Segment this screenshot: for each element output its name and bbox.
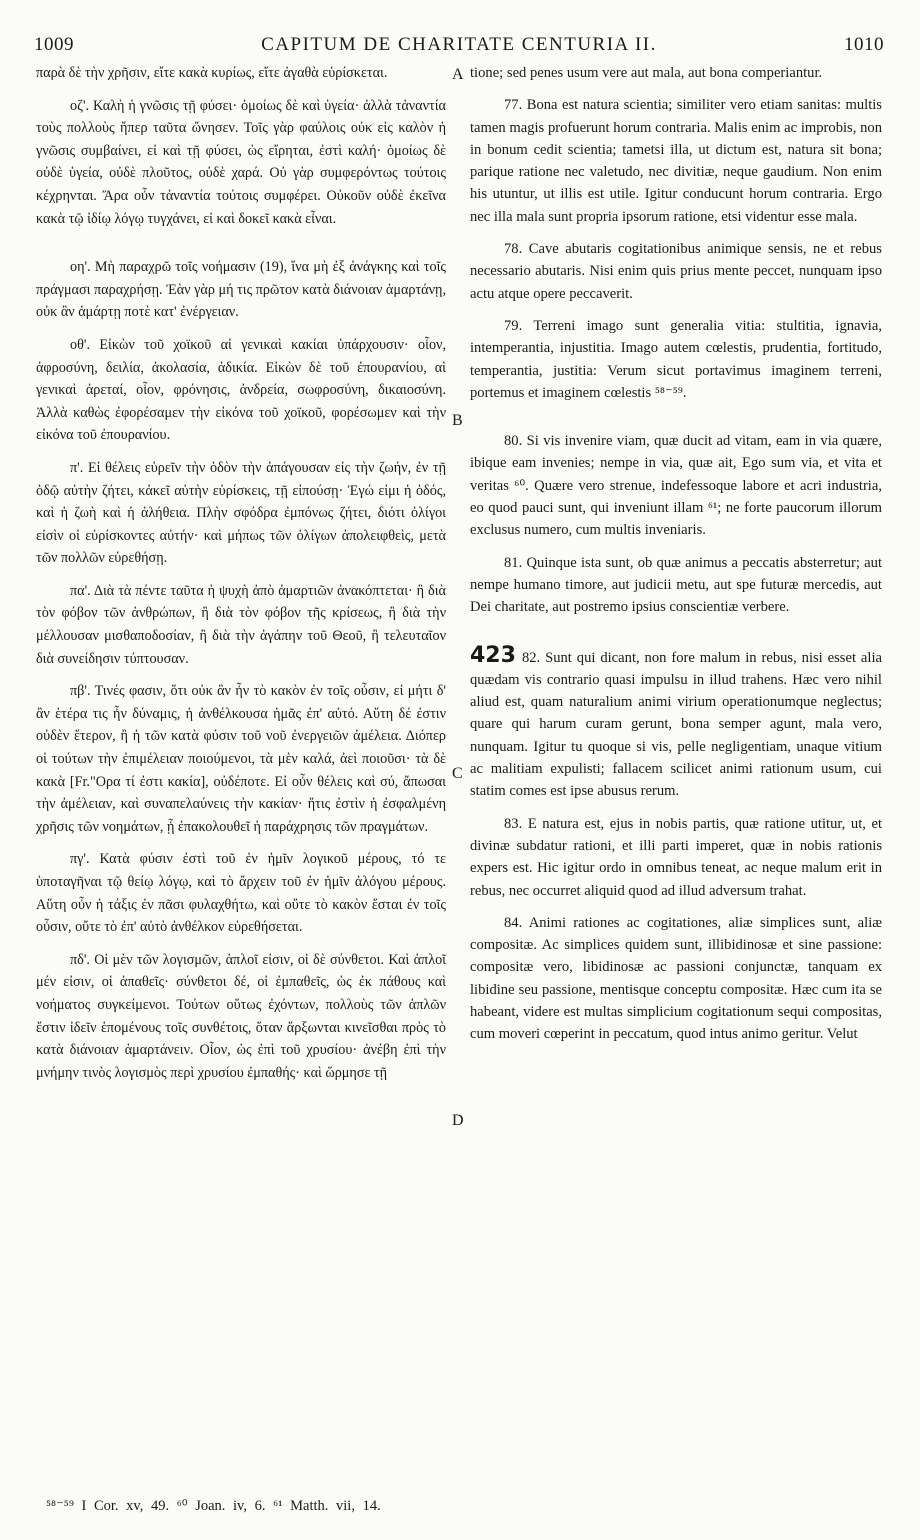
latin-paragraph: 81. Quinque ista sunt, ob quæ animus a peccatis absterretur; aut nempe humano timore, aut judicii metu, aut spe futuræ mercedis, aut Dei charitate, aut postremo ipsius conscientiæ verbere.	[470, 554, 882, 616]
latin-paragraph: tione; sed penes usum vere aut mala, aut bona comperiantur.	[470, 65, 823, 81]
footnotes: ⁵⁸⁻⁵⁹ I Cor. xv, 49. ⁶⁰ Joan. iv, 6. ⁶¹ Matth. vii, 14.	[46, 1498, 381, 1514]
latin-paragraph-text: 82. Sunt qui dicant, non fore malum in rebus, nisi esset alia quædam vis contrario quasi impulsu in illud trahens. Hæc vero nihil aliud est, quam naturalium animi virium operationumque neglectus; quare qui harum curam gerunt, bona semper agunt, mala vero, nunquam. Igitur tu quoque si vis, pelle negligentiam, unaque vitium ac malitiam expulisti; fallacem scilicet animi rationum usum, cui statim comes est ipse abusus rerum.	[470, 649, 882, 800]
latin-paragraph: 84. Animi rationes ac cogitationes, aliæ simplices sunt, aliæ compositæ. Ac simplices quidem sunt, illibidinosæ et sine passione: compositæ vero, libidinosæ ac passioni conjunctæ, tanquam ex libidine seu passione, mentisque conceptu compositæ. Hæc cum ita se habeant, videre est multas simplicium cogitationum sequi compositas, cum moveri cœperint in peccatum, quod intus animo geritur. Velut	[470, 914, 882, 1043]
running-title: CAPITUM DE CHARITATE CENTURIA II.	[261, 34, 657, 55]
greek-paragraph: οζ'. Καλὴ ἡ γνῶσις τῇ φύσει· ὁμοίως δὲ καὶ ὑγεία· ἀλλὰ τἀναντία τοὺς πολλοὺς ἤπερ ταῦτα ὤνησεν. Τοῖς γὰρ φαύλοις οὐκ εἰς καλὸν ἡ γνῶσις συμβαίνει, εἰ καὶ τῇ φύσει, ὡς εἴρηται, ἐστὶ καλή· ὁμοίως δὲ οὐδὲ ὑγεία, οὐδὲ πλοῦτος, οὐδὲ χαρά. Οὐ γὰρ συμφερόντως τούτοις κέχρηνται. Ἄρα οὖν τἀναντία τούτοις συμφέρει. Οὐκοῦν οὐδὲ ἐκεῖνα κακὰ τῷ ἰδίῳ λόγῳ τυγχάνει, εἰ καὶ δοκεῖ κακὰ εἶναι.	[36, 97, 446, 227]
greek-paragraph: οη'. Μὴ παραχρῶ τοῖς νοήμασιν (19), ἵνα μὴ ἐξ ἀνάγκης καὶ τοῖς πράγμασι παραχρήσῃ. Ἐὰν γὰρ μή τις πρῶτον κατὰ διάνοιαν ἁμαρτάνῃ, οὐκ ἂν ἁμάρτῃ ποτὲ κατ' ἐνέργειαν.	[36, 259, 446, 321]
right-page-number: 1010	[844, 34, 884, 55]
greek-column	[36, 62, 446, 1094]
latin-paragraph-82	[470, 642, 882, 803]
greek-paragraph: οθ'. Εἰκὼν τοῦ χοϊκοῦ αἱ γενικαὶ κακίαι ὑπάρχουσιν· οἷον, ἀφροσύνη, δειλία, ἀκολασία, ἀδικία. Εἰκὼν δὲ τοῦ ἐπουρανίου, αἱ γενικαὶ ἀρεταί, οἷον, φρόνησις, ἀνδρεία, σωφροσύνη, δικαιοσύνη. Ἀλλὰ καθὼς ἐφορέσαμεν τὴν εἰκόνα τοῦ χοϊκοῦ, φορέσωμεν καὶ τὴν εἰκόνα τοῦ ἐπουρανίου.	[36, 336, 446, 444]
margin-letter-d: D	[452, 1112, 464, 1129]
greek-paragraph: π'. Εἰ θέλεις εὑρεῖν τὴν ὁδὸν τὴν ἀπάγουσαν εἰς τὴν ζωήν, ἐν τῇ ὁδῷ αὐτὴν ζήτει, κἀκεῖ αὐτὴν εὑρίσκεις, τῇ εἰπούσῃ· Ἐγώ εἰμι ἡ ὁδός, καὶ ἡ ζωὴ καὶ ἡ ἀλήθεια. Πλὴν σφόδρα ἐμπόνως ζήτει, διότι ὀλίγοι εἰσὶν οἱ εὑρίσκοντες αὐτήν· καὶ μήπως τῶν ὀλίγων ἀπολειφθεὶς, μετὰ τῶν πολλῶν εὑρεθήσῃ.	[36, 459, 446, 567]
latin-column	[470, 62, 882, 1056]
latin-paragraph: 77. Bona est natura scientia; similiter vero etiam sanitas: multis tamen magis profuerunt horum contraria. Malis enim ac improbis, non in bonum cedit scientia; tametsi illa, ut dictum est, natura sit bona; parique ratione nec valetudo, nec divitiæ, neque gaudium. Non enim his utuntur, ut illis est utile. Igitur conducunt horum contraria. Ergo nec illa mala sunt propria ipsorum ratione, etsi videntur esse mala.	[470, 97, 882, 225]
latin-paragraph: 83. E natura est, ejus in nobis partis, quæ ratione utitur, ut, et divinæ subdatur rationi, et illi parti imperet, quæ in nobis rationis expers est. Hic igitur ordo in omnibus teneat, ac neque malum erit in rebus, nec occurret aliquid quod ad illud adversum trahat.	[470, 815, 882, 899]
margin-letter-a: A	[452, 66, 464, 83]
greek-paragraph: πβ'. Τινές φασιν, ὅτι οὐκ ἂν ἦν τὸ κακὸν ἐν τοῖς οὖσιν, εἰ μήτι δ' ἂν ἑτέρα τις ἦν δύναμις, ἡ ἀνθέλκουσα ἡμᾶς ἐπ' αὐτό. Αὕτη δέ ἐστιν οὐδὲν ἕτερον, ἢ ἡ τῶν κατὰ φύσιν τοῦ νοῦ ἐνεργειῶν ἀμέλεια. Διόπερ οἱ τούτων τὴν ἐπιμέλειαν ποιούμενοι, τὰ μὲν καλά, ἀεὶ ποιοῦσι· τὰ δὲ κακὰ [Fr."Ορα τί ἐστι κακία], οὐδέποτε. Εἰ οὖν θέλεις καὶ σύ, ἄπωσαι τὴν ἀμέλειαν, καὶ συναπελαύνεις τὴν κακίαν· ἥτις ἐστὶν ἡ ἐσφαλμένη χρῆσις τῶν νοημάτων, ᾗ ἐπακολουθεῖ ἡ παράχρησις τῶν πραγμάτων.	[36, 683, 446, 835]
margin-letter-c: C	[452, 765, 463, 782]
margin-letter-b: B	[452, 412, 463, 429]
left-page-number: 1009	[34, 34, 74, 55]
latin-paragraph: 79. Terreni imago sunt generalia vitia: stultitia, ignavia, intemperantia, injustitia. Imago autem cœlestis, prudentia, fortitudo, temperantia, justitia: Verum sicut portavimus imaginem terreni, portemus et imaginem cœlestis ⁵⁸⁻⁵⁹.	[470, 317, 882, 401]
greek-paragraph: πδ'. Οἱ μὲν τῶν λογισμῶν, ἁπλοῖ εἰσιν, οἱ δὲ σύνθετοι. Καὶ ἁπλοῖ μέν εἰσιν, οἱ ἀπαθεῖς· σύνθετοι δέ, οἱ ἐμπαθεῖς, ὡς ἐκ πάθους καὶ νοήματος συγκείμενοι. Τούτων οὕτως ἐχόντων, πολλοὺς τῶν ἁπλῶν ἔστιν ἰδεῖν ἑπομένους τοῖς συνθέτοις, ὅταν ἄρξωνται κινεῖσθαι πρὸς τὸ κατὰ διάνοιαν ἁμαρτάνειν. Οἷον, ὡς ἐπὶ τοῦ χρυσίου· ἀνέβη ἐπὶ τὴν μνήμην τινὸς λογισμὸς περὶ χρυσίου ἐμπαθής· καὶ ὥρμησε τῇ	[36, 951, 446, 1081]
column-number: 423	[470, 642, 516, 668]
latin-paragraph: 80. Si vis invenire viam, quæ ducit ad vitam, eam in via quære, ibique eam invenies; nempe in via, quæ ait, Ego sum via, et vita et veritas ⁶⁰. Quære vero strenue, indefessoque labore et acri industria, eo quod pauci sunt, qui inveniunt illam ⁶¹; ne forte paucorum illorum exclusus numero, cum multis inveniaris.	[470, 433, 882, 539]
greek-paragraph: παρὰ δὲ τὴν χρῆσιν, εἴτε κακὰ κυρίως, εἴτε ἀγαθὰ εὑρίσκεται.	[36, 65, 388, 81]
greek-paragraph: πγ'. Κατὰ φύσιν ἐστὶ τοῦ ἐν ἡμῖν λογικοῦ μέρους, τό τε ὑποταγῆναι τῷ θείῳ λόγῳ, καὶ τὸ ἄρχειν τοῦ ἐν ἡμῖν ἀλόγου μέρους. Αὕτη οὖν ἡ τάξις ἐν πᾶσι φυλαχθήτω, καὶ οὔτε τὸ κακὸν ἔσται ἐν τοῖς οὖσιν, οὔτε τὸ ἐπ' αὐτὸ ἀνθέλκον εὑρεθήσεται.	[36, 851, 446, 936]
greek-paragraph: πα'. Διὰ τὰ πέντε ταῦτα ἡ ψυχὴ ἀπὸ ἁμαρτιῶν ἀνακόπτεται· ἢ διὰ τὸν φόβον τῶν ἀνθρώπων, ἢ διὰ τὸν φόβον τῆς κρίσεως, ἢ διὰ τὴν μέλλουσαν μισθαποδοσίαν, ἢ διὰ τὴν ἀγάπην τοῦ Θεοῦ, ἢ τελευταῖον διὰ συνείδησιν τύπτουσαν.	[36, 582, 446, 667]
latin-paragraph: 78. Cave abutaris cogitationibus animique sensis, ne et rebus necessario abutaris. Nisi enim quis prius mente peccet, nunquam ipso actu atque opere peccaverit.	[470, 241, 882, 302]
running-header	[34, 34, 884, 62]
